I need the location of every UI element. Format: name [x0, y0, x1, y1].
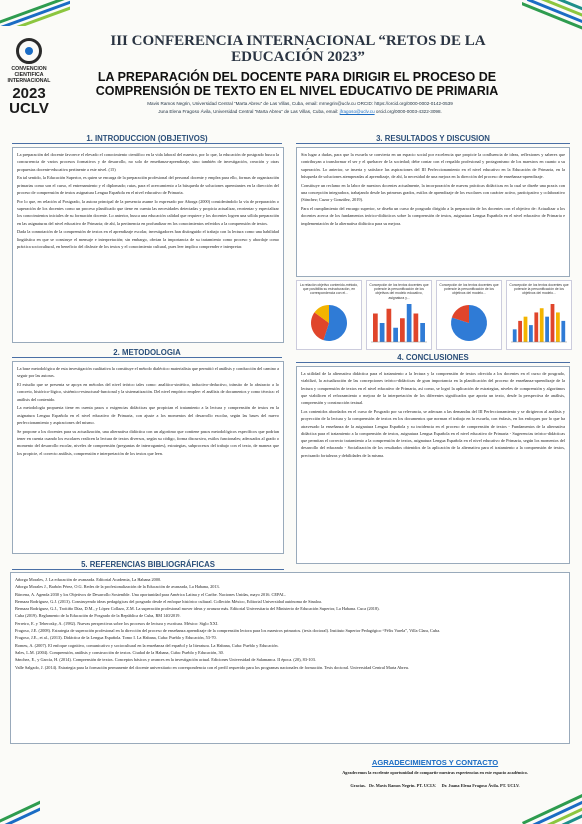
bar: [540, 308, 544, 342]
author-2-affiliation: Juna Elena Fragoso Ávila, Universidad Central “Marta Abreu” de Las Villas, Cuba, email:: [158, 109, 339, 114]
bar: [380, 323, 385, 342]
author-2-orcid: orcid.org/0000-0003-4322-3098.: [375, 109, 442, 114]
reference-item: Añorga Morales J., Barbón Pérez, O.G. Redes de la profesionalización de la Educación de avanzada, La Habana, 2013.: [15, 584, 220, 590]
ack-signatures: [300, 783, 570, 789]
chart-3-title: Concepción de los textos docentes que potencie la personificación de los objetivos del modelo...: [439, 283, 499, 296]
logo-university: UCLV: [9, 100, 49, 117]
references-box: [10, 572, 570, 744]
chart-4: [506, 280, 572, 350]
chart-2-plot: [369, 301, 429, 345]
reference-item: Cuba (2019). Reglamento de la Educación de Posgrado de la República de Cuba, RM 140/2019.: [15, 613, 181, 619]
ack-text: Agradecemos la excelente oportunidad de compartir nuestras experiencias en este espacio académico.: [342, 770, 528, 775]
logo-icon: [16, 38, 42, 64]
results-paragraph: Sin lugar a dudas, para que la escuela se convierta en un espacio social por excelencia que propicie la confluencia de ideas, reflexiones y saberes que contribuyan a transformar el ser y el quehacer de la sociedad; debe contar con el respaldo profesional y protagonismo de los maestros en cuanto a su superación. Lo anterior, se inserta y satisface las aspiraciones del III Perfeccionamiento en el nivel educativo en la Educación de Primaria, en la búsqueda de soluciones atemperadas al aprendizaje, de ahí, la necesidad de una mejora en la dirección del proceso de enseñanza-aprendizaje.: [301, 152, 565, 179]
bar: [400, 318, 405, 342]
section-results-heading: 3. RESULTADOS Y DISCUSION: [376, 134, 490, 143]
author-2: [70, 108, 530, 116]
chart-1-plot: [299, 301, 359, 345]
results-box: [296, 147, 570, 277]
method-paragraph: Se propone a los docentes para su actualización, una alternativa didáctica con un algoritmo que contiene pasos metodológicos específicos que podrían tener en cuenta cuando los escolares realicen la lectura de textos diversos, según su código, forma discursiva, estilos funcionales; adecuados al grado o momento del desarrollo escolar, niveles de comprensión (preguntas de interrogantes), estrategias, subprocesos del trabajo con el texto, de manera que los propicie, el correcto análisis, comprensión e interpretación de los textos que leen.: [17, 428, 279, 456]
reference-item: Ferreiro, E. y Teberosky, A. (1982). Nuevas perspectivas sobre los procesos de lectura y escritura. México: Siglo XXI.: [15, 620, 219, 626]
chart-4-plot: [509, 301, 569, 345]
chart-1: [296, 280, 362, 350]
section-results-rule: [296, 143, 570, 144]
reference-item: Bernaza Rodríguez, G.J., Troitiño Díaz, D.M., y López Collazo, Z.M. La superación profesional mover ideas y avanzar más. Editorial Universitaria del Ministerio de Educación Superior, La Habana. Cuca (2018).: [15, 606, 380, 612]
section-intro-heading: 1. INTRODUCCION (OBJETIVOS): [86, 134, 208, 143]
reference-item: Fragoso, J.E., et al., (2013). Didáctica de la Lengua Española. Tomo I. La Habana, Cuba: Pueblo y Educación, 53-70.: [15, 635, 217, 641]
convention-logo: [7, 38, 51, 116]
logo-line2: CIENTIFICA: [14, 72, 44, 78]
logo-line1: CONVENCION: [11, 66, 47, 72]
ack-signature-2: Dr. Juana Elena Fragoso Ávila. PT. UCLV.: [441, 783, 520, 788]
results-charts: [296, 280, 570, 350]
section-method-rule: [12, 357, 282, 358]
conclusions-paragraph: La utilidad de la alternativa didáctica para el tratamiento a la lectura y la comprensión de textos ofrecida a los docentes en el curso de posgrado, viabilizó, la actualización de las concepciones teórico-didácticas de gran importancia en la planificación del proceso de enseñanza-aprendizaje de la lectura y comprensión de textos en el nivel educativo de Primaria, así como, se logró la aplicación de estrategias, niveles de comprensión y algoritmos que viabilicen el reforzamiento o mejora de la interpretación de los diferentes significados que aporta un texto, desde la perspectiva de análisis, comprensión y construcción textual.: [301, 371, 565, 406]
ack-heading: AGRADECIMIENTOS Y CONTACTO: [371, 758, 499, 767]
chart-2-title: Concepción de los textos docentes que potencie la personificación de los objetivos del modelo educativo, asignatura y...: [369, 283, 429, 300]
bar: [513, 329, 517, 342]
bar: [534, 312, 538, 342]
section-conclusions-heading: 4. CONCLUSIONES: [397, 353, 469, 362]
method-paragraph: La base metodológica de esta investigación cualitativa la constituye el método dialéctico materialista que permitió el análisis y conducción del camino a seguir por las autoras.: [17, 366, 279, 379]
chart-4-title: Concepción de los textos docentes que potencie la personificación de los objetivos del modelo...: [509, 283, 569, 296]
bar: [545, 317, 549, 342]
decorative-stripes-bottom-left: [0, 794, 40, 824]
reference-item: Sánchez, E., y García, H. (2014). Comprensión de textos. Conceptos básicos y avances en la investigación actual. Ediciones Universidad de Salamanca. II época. (20), 83-103.: [15, 657, 316, 663]
bar: [551, 304, 555, 342]
decorative-stripes-top-left: [0, 0, 70, 26]
method-paragraph: El estudio que se presenta se apoya en métodos del nivel teórico tales como: analítico-sintético, inductivo-deductivo, tránsito de lo abstracto a lo concreto, histórico-lógico, sistémico-estructural-funcional y la sistematización. Del nivel empírico emplee: el análisis de documentos y como técnica: el análisis del contenido.: [17, 382, 279, 402]
reference-item: Bernaza Rodríguez, G.J. (2013). Construyendo ideas pedagógicas del posgrado desde el enfoque histórico cultural. Colleción México, Editorial Universidad autónoma de Sinaloa.: [15, 598, 323, 604]
section-refs-heading: 5. REFERENCIAS BIBLIOGRÁFICAS: [81, 560, 215, 569]
results-paragraph: Constituye un reclamo en la labor de nuestros docentes actualmente, la incorporación de nuevas prácticas didácticas en la cual se diseñe una praxis con una concepción integradora, trabajando desde las primeras grados, estilos de aprendizaje de los escolares con carácter activo, participativo y colaborativo (Sánchez; Cuzar y González, 2019).: [301, 182, 565, 203]
chart-2: [366, 280, 432, 350]
reference-item: Añorga Morales, J. La educación de avanzada. Editorial Academia, La Habana 2000.: [15, 577, 162, 582]
bar: [529, 325, 533, 342]
method-box: [12, 361, 284, 554]
section-refs-rule: [12, 569, 284, 570]
poster-title: LA PREPARACIÓN DEL DOCENTE PARA DIRIGIR EL PROCESO DE COMPRENSIÓN DE TEXTO EN EL NIVEL EDUCATIVO DE PRIMARIA: [95, 70, 499, 98]
chart-3-plot: [439, 301, 499, 345]
conference-title: III CONFERENCIA INTERNACIONAL “RETOS DE LA EDUCACIÓN 2023”: [110, 33, 486, 65]
reference-item: Sales, L.M. (2004). Comprensión, análisis y construcción de textos. Ciudad de la Habana, Cuba: Pueblo y Educación, 30.: [15, 649, 224, 655]
reference-item: Romeu, A. (2007). El enfoque cognitivo, comunicativo y sociocultural en la enseñanza del español y la literatura. La Habana, Cuba: Pueblo y Educación.: [15, 642, 279, 648]
ack-thanks: Gracias.: [350, 783, 366, 788]
results-paragraph: Para el cumplimiento del encargo superior, se diseña un curso de posgrado dirigido a la preparación de los docentes con el objetivo de: Actualizar a los docentes acerca de los fundamentos teórico-didácticos sobre la comprensión de textos, asignatura Lengua Española en el nivel educativo de Primaria e implementación de la alternativa didáctica para su mejora.: [301, 206, 565, 226]
logo-line3: INTERNACIONAL: [7, 78, 51, 84]
bar: [518, 321, 522, 342]
author-1: Mavis Ramos Negrin, Universidad Central “Marta Abreu” de Las Villas, Cuba, email: mrnegrin@uclv.cu ORCID: https://orcid.org/0000-0002-0142-0539: [147, 101, 453, 106]
section-intro-rule: [12, 143, 282, 144]
chart-1-title: La relación objetivo contenido-método, que posibilita su estructuración, en correspondencia con el...: [299, 283, 359, 296]
authors-block: [70, 100, 530, 116]
method-paragraph: La metodología propuesta tiene en cuenta pasos o exigencias didácticas que propician el tratamiento a la lectura y comprensión de textos en la asignatura Lengua Española en el nivel educativo de Primaria, con ajuste a los momentos del desarrollo escolar, según las bases del nuevo perfeccionamiento y aspiraciones del mismo.: [17, 405, 279, 426]
intro-paragraph: Dada la connotación de la comprensión de textos en el aprendizaje escolar, investigadores han distinguido el trabajo con la lectura como una habilidad lingüística en que se construye el mensaje e interpretación; sin embargo, obvian la importancia de su tratamiento como proceso y abordaje como práctica sociocultural, en beneficio del disfrute de los textos y el conocimiento cultural, pues leer implica comprender e interpretar.: [17, 229, 279, 250]
bar: [556, 312, 560, 342]
conclusions-paragraph: Los contenidos abordados en el curso de Posgrado por su relevancia, se adecuan a las demandas del III Perfeccionamiento y se dirigieron al análisis y proyección de la lectura y la comprensión de textos en los documentos que norman el trabajo en la escuela, con énfasis, en los enfoques por lo que ha atravesado la enseñanza de la asignatura Lengua Española y su incidencia en el proceso de comprensión de textos - Fundamentos de la alternativa didáctica para el tratamiento a la comprensión de textos, asignatura Lengua Española en el nivel educativo de Primaria - Sugerencias teórico-didácticas que permitan el correcto tratamiento a la comprensión de textos, asignatura Lengua Española en el nivel educativo de Primaria, según los momentos del desarrollo del educando - Socialización de los resultados obtenidos de la aplicación de la alternativa para el tratamiento a la comprensión de textos, precisando fortalezas y debilidades de la misma.: [301, 408, 565, 458]
bar: [407, 304, 412, 342]
bar: [393, 328, 398, 342]
intro-paragraph: En tal sentido, la Educación Superior, es quien se encarga de la preparación profesional del personal docente y emplea para ello, formas de organización primarias como son el curso, el entrenamiento y el diplomado; rutas, para el acercamiento a la búsqueda de soluciones apremiantes en la dirección del proceso de comprensión de textos asignatura Lengua Española en el nivel educativo de Primaria.: [17, 175, 279, 195]
reference-item: Valle Salgado, J. (2014). Estrategia para la formación permanente del docente universitario en correspondencia con el perfil requerido para los programas nacionales de formación. Tesis doctoral. Universidad Central Marta Abreu.: [15, 664, 409, 670]
logo-year: 2023: [12, 85, 46, 102]
author-2-email[interactable]: jfragoso@uclv.cu: [339, 109, 375, 114]
section-conclusions-rule: [296, 362, 570, 363]
intro-paragraph: La preparación del docente favorece el elevado el conocimiento científico en la vida laboral del maestro, por lo que, la educación de postgrado busca la concurrencia de varios procesos formativos y de desarrollo, no solo de enseñanza-aprendizaje, sino también de investigación, creación y otras propuestas docente-educativa pertinente a este nivel. (15): [17, 152, 279, 172]
intro-paragraph: Por lo que, en relación al Postgrado, la autora principal de la presencia asume lo expresado por Añorga (2000) considerándolo la vía de preparación o superación de los docentes como un proceso planificado que tiene en cuenta las necesidades detectadas y propicia actualizar, reorientar y especializar los conocimientos iniciales de su formación docente. Lo anterior, busca una educación calidad que requiere y los docentes logren una sólida preparación en las asignaturas del nivel educativo de Primaria; de ahí, la pertinencia en profundizar en los conocimientos referidos a la comprensión de textos.: [17, 198, 279, 226]
decorative-stripes-top-right: [522, 0, 582, 40]
conclusions-box: [296, 366, 570, 564]
reference-item: Fragoso, J.E. (2008). Estrategia de superación profesional en la dirección del proceso de enseñanza aprendizaje de la comprensión lectora para los maestros primarios. (tesis doctoral). Instituto Superior Pedagógico “Félix Varela”, Villa Clara, Cuba.: [15, 628, 441, 634]
bar: [524, 317, 528, 342]
bar: [414, 314, 419, 343]
chart-3: [436, 280, 502, 350]
bar: [561, 321, 565, 342]
intro-box: [12, 147, 284, 343]
bar: [373, 314, 378, 343]
ack-signature-1: Dr. Mavis Ramos Negrin. PT. UCLV.: [368, 783, 437, 788]
reference-item: Bárcena, A. Agenda 2030 y los Objetivos de Desarrollo Sostenible. Una oportunidad para América Latina y el Caribe. Naciones Unidas, mayo 2016. CEPAL.: [15, 591, 286, 597]
section-method-heading: 2. METODOLOGIA: [113, 348, 181, 357]
bar: [420, 323, 425, 342]
bar: [387, 309, 392, 342]
